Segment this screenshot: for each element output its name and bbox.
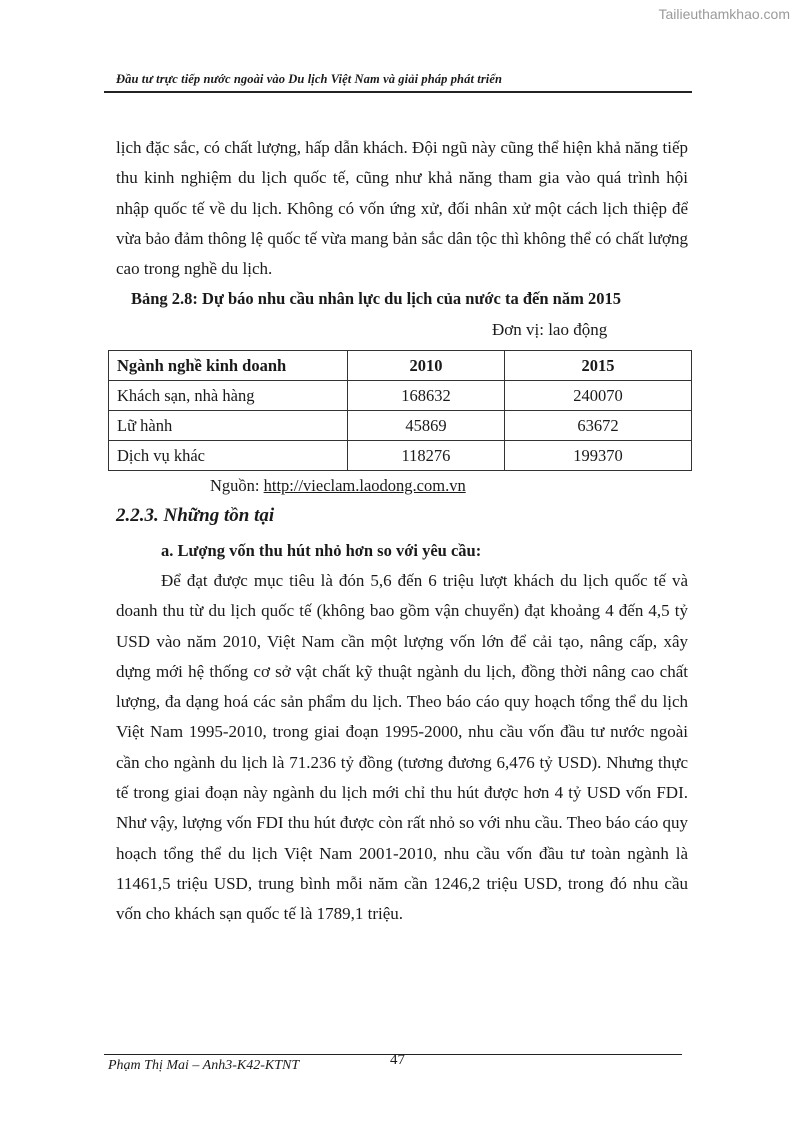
- source-link[interactable]: http://vieclam.laodong.com.vn: [263, 476, 466, 495]
- paragraph-investment: Để đạt được mục tiêu là đón 5,6 đến 6 triệu lượt khách du lịch quốc tế và doanh thu từ du lịch quốc tế (không bao gồm vận chuyển) đạt khoảng 4 đến 4,5 tỷ USD vào năm 2010, Việt Nam cần một lượng vốn lớn để cải tạo, nâng cấp, xây dựng mới hệ thống cơ sở vật chất kỹ thuật ngành du lịch, đồng thời nâng cao chất lượng, đa dạng hoá các sản phẩm du lịch. Theo báo cáo quy hoạch tổng thể du lịch Việt Nam 1995-2010, trong giai đoạn 1995-2000, nhu cầu vốn đầu tư nước ngoài cần cho ngành du lịch là 71.236 tỷ đồng (tương đương 6,476 tỷ USD). Nhưng thực tế trong giai đoạn này ngành du lịch mới chỉ thu hút được hơn 4 tỷ USD vốn FDI. Như vậy, lượng vốn FDI thu hút được còn rất nhỏ so với nhu cầu. Theo báo cáo quy hoạch tổng thể du lịch Việt Nam 2001-2010, nhu cầu vốn đầu tư toàn ngành là 11461,5 triệu USD, trung bình mỗi năm cần 1246,2 triệu USD, trong đó nhu cầu vốn cho khách sạn quốc tế là 1789,1 triệu.: [116, 571, 688, 924]
- table-caption: Bảng 2.8: Dự báo nhu cầu nhân lực du lịch của nước ta đến năm 2015: [131, 289, 621, 308]
- header-cell-2010: 2010: [348, 351, 505, 381]
- cell-2015: 240070: [505, 381, 692, 411]
- header-divider: [104, 91, 692, 93]
- cell-2010: 168632: [348, 381, 505, 411]
- cell-2015: 199370: [505, 441, 692, 471]
- table-row: [109, 411, 692, 441]
- subsection-title: a. Lượng vốn thu hút nhỏ hơn so với yêu cầu:: [161, 541, 482, 560]
- forecast-table: [108, 350, 692, 471]
- cell-2010: 118276: [348, 441, 505, 471]
- running-header-title: Đầu tư trực tiếp nước ngoài vào Du lịch Việt Nam và giải pháp phát triển: [116, 72, 503, 86]
- section-title: 2.2.3. Những tồn tại: [116, 505, 275, 526]
- header-cell-2015: 2015: [505, 351, 692, 381]
- watermark: Tailieuthamkhao.com: [658, 6, 790, 22]
- cell-sector: Lữ hành: [109, 411, 348, 441]
- page-number: 47: [390, 1052, 405, 1068]
- table-header-row: [109, 351, 692, 381]
- cell-sector: Dịch vụ khác: [109, 441, 348, 471]
- cell-sector: Khách sạn, nhà hàng: [109, 381, 348, 411]
- table-row: [109, 381, 692, 411]
- paragraph-continuation: lịch đặc sắc, có chất lượng, hấp dẫn khách. Đội ngũ này cũng thể hiện khả năng tiếp thu kinh nghiệm du lịch quốc tế, cũng như khả năng tham gia vào quá trình hội nhập quốc tế về du lịch. Không có vốn ứng xử, đối nhân xử một cách lịch thiệp để vừa bảo đảm thông lệ quốc tế vừa mang bản sắc dân tộc thì không thể có chất lượng cao trong nghề du lịch.: [116, 138, 688, 279]
- table-unit: Đơn vị: lao động: [492, 320, 608, 339]
- cell-2010: 45869: [348, 411, 505, 441]
- table-row: [109, 441, 692, 471]
- header-cell-sector: Ngành nghề kinh doanh: [109, 351, 348, 381]
- footer-author: Phạm Thị Mai – Anh3-K42-KTNT: [108, 1058, 300, 1073]
- cell-2015: 63672: [505, 411, 692, 441]
- table-source: [210, 476, 466, 496]
- source-label: Nguồn:: [210, 476, 264, 495]
